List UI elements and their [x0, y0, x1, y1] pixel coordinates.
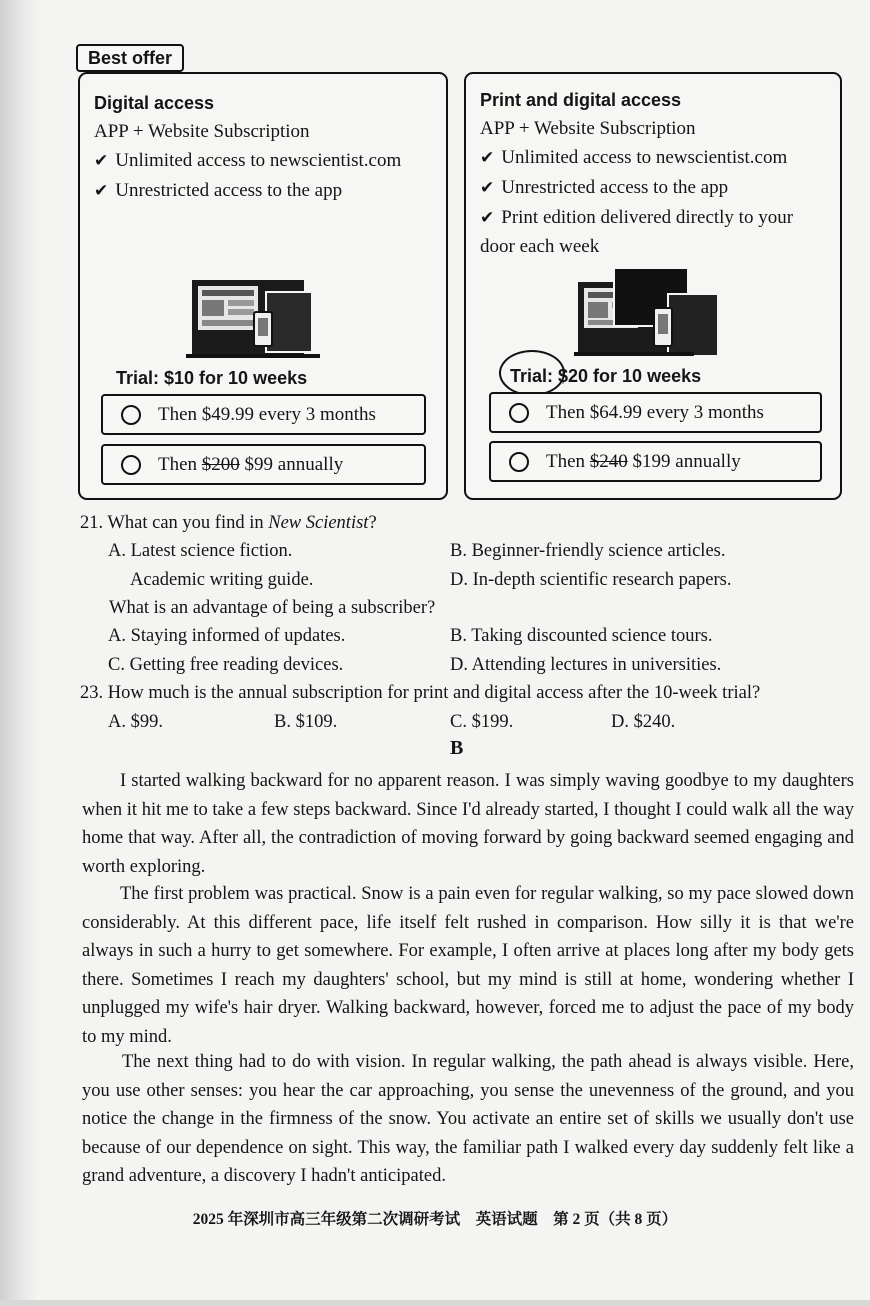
question-21-stem: 21. What can you find in New Scientist? — [80, 513, 377, 533]
digital-option-annual[interactable]: Then $200 $99 annually — [101, 444, 426, 485]
passage-paragraph-2: The first problem was practical. Snow is a pain even for regular walking, so my pace slowed down considerably. At this different pace, life itself felt rushed in comparison. How silly it is that we're always in such a hurry to get somewhere. For example, I often arrive at places long after my body gets there. Sometimes I reach my daughters' school, but my mind is still at home, wondering whether I unplugged my wife's hair dryer. Walking backward, however, forced me to adjust the pace of my body to my mind. — [82, 884, 854, 1047]
q22-option-a[interactable]: A. Staying informed of updates. — [108, 626, 346, 646]
scan-left-shadow — [0, 0, 38, 1306]
digital-card-subtitle: APP + Website Subscription — [94, 121, 310, 142]
q23-option-d[interactable]: D. $240. — [611, 712, 676, 732]
print-option-quarterly[interactable]: Then $64.99 every 3 months — [489, 392, 822, 433]
q23-option-a[interactable]: A. $99. — [108, 712, 163, 732]
q23-option-c[interactable]: C. $199. — [450, 712, 514, 732]
check-icon: ✔ — [480, 148, 495, 168]
print-feature: ✔ Unlimited access to newscientist.com — [480, 147, 788, 168]
q22-option-d[interactable]: D. Attending lectures in universities. — [450, 655, 722, 675]
question-23-stem: 23. How much is the annual subscription for print and digital access after the 10-week trial? — [80, 683, 761, 703]
digital-trial-price: Trial: $10 for 10 weeks — [116, 368, 308, 388]
q21-option-b[interactable]: B. Beginner-friendly science articles. — [450, 541, 726, 561]
radio-icon[interactable] — [121, 455, 141, 475]
passage-paragraph-3: The next thing had to do with vision. In regular walking, the path ahead is always visible. Here, you use other senses: you hear the car approaching, you sense the unevenness of the ground, and you notice the change in the firmness of the snow. You activate an entire set of skills we usually don't use because of our dependence on sight. This way, the familiar path I walked every day suddenly felt like a grand adventure, a discovery I hadn't anticipated. — [82, 1052, 854, 1187]
digital-feature: ✔ Unrestricted access to the app — [94, 180, 343, 201]
radio-icon[interactable] — [509, 452, 529, 472]
old-price: $240 — [589, 450, 628, 472]
passage-paragraph-1: I started walking backward for no apparent reason. I was simply waving goodbye to my daughters when it hit me to take a few steps backward. Since I'd already started, I thought I could walk all the way home that way. After all, the contradiction of moving forward by going backward seemed engaging and worth exploring. — [82, 771, 854, 877]
q21-option-a[interactable]: A. Latest science fiction. — [108, 541, 293, 561]
question-22-stem: What is an advantage of being a subscriber? — [109, 598, 436, 618]
radio-icon[interactable] — [121, 405, 141, 425]
print-trial-price: Trial: $20 for 10 weeks — [510, 366, 702, 386]
print-feature-continued: door each week — [480, 236, 600, 257]
print-feature: ✔ Unrestricted access to the app — [480, 177, 729, 198]
print-feature: ✔ Print edition delivered directly to your — [480, 207, 794, 228]
old-price: $200 — [201, 453, 240, 475]
scan-bottom-edge — [0, 1300, 870, 1306]
check-icon: ✔ — [94, 151, 109, 171]
digital-card-title: Digital access — [94, 93, 215, 113]
q21-option-d[interactable]: D. In-depth scientific research papers. — [450, 570, 732, 590]
q22-option-c[interactable]: C. Getting free reading devices. — [108, 655, 344, 675]
section-b-heading: B — [450, 737, 464, 759]
page-footer: 2025 年深圳市高三年级第二次调研考试 英语试题 第 2 页（共 8 页） — [192, 1211, 678, 1228]
devices-icon — [574, 268, 720, 360]
q22-option-b[interactable]: B. Taking discounted science tours. — [450, 626, 713, 646]
print-card-subtitle: APP + Website Subscription — [480, 118, 696, 139]
q21-option-c[interactable]: Academic writing guide. — [130, 570, 314, 590]
check-icon: ✔ — [94, 181, 109, 201]
devices-icon — [186, 276, 320, 364]
digital-feature: ✔ Unlimited access to newscientist.com — [94, 150, 402, 171]
print-option-annual[interactable]: Then $240 $199 annually — [489, 441, 822, 482]
print-card-title: Print and digital access — [480, 90, 682, 110]
digital-option-quarterly[interactable]: Then $49.99 every 3 months — [101, 394, 426, 435]
radio-icon[interactable] — [509, 403, 529, 423]
q23-option-b[interactable]: B. $109. — [274, 712, 338, 732]
check-icon: ✔ — [480, 208, 495, 228]
check-icon: ✔ — [480, 178, 495, 198]
best-offer-badge: Best offer — [76, 44, 184, 72]
